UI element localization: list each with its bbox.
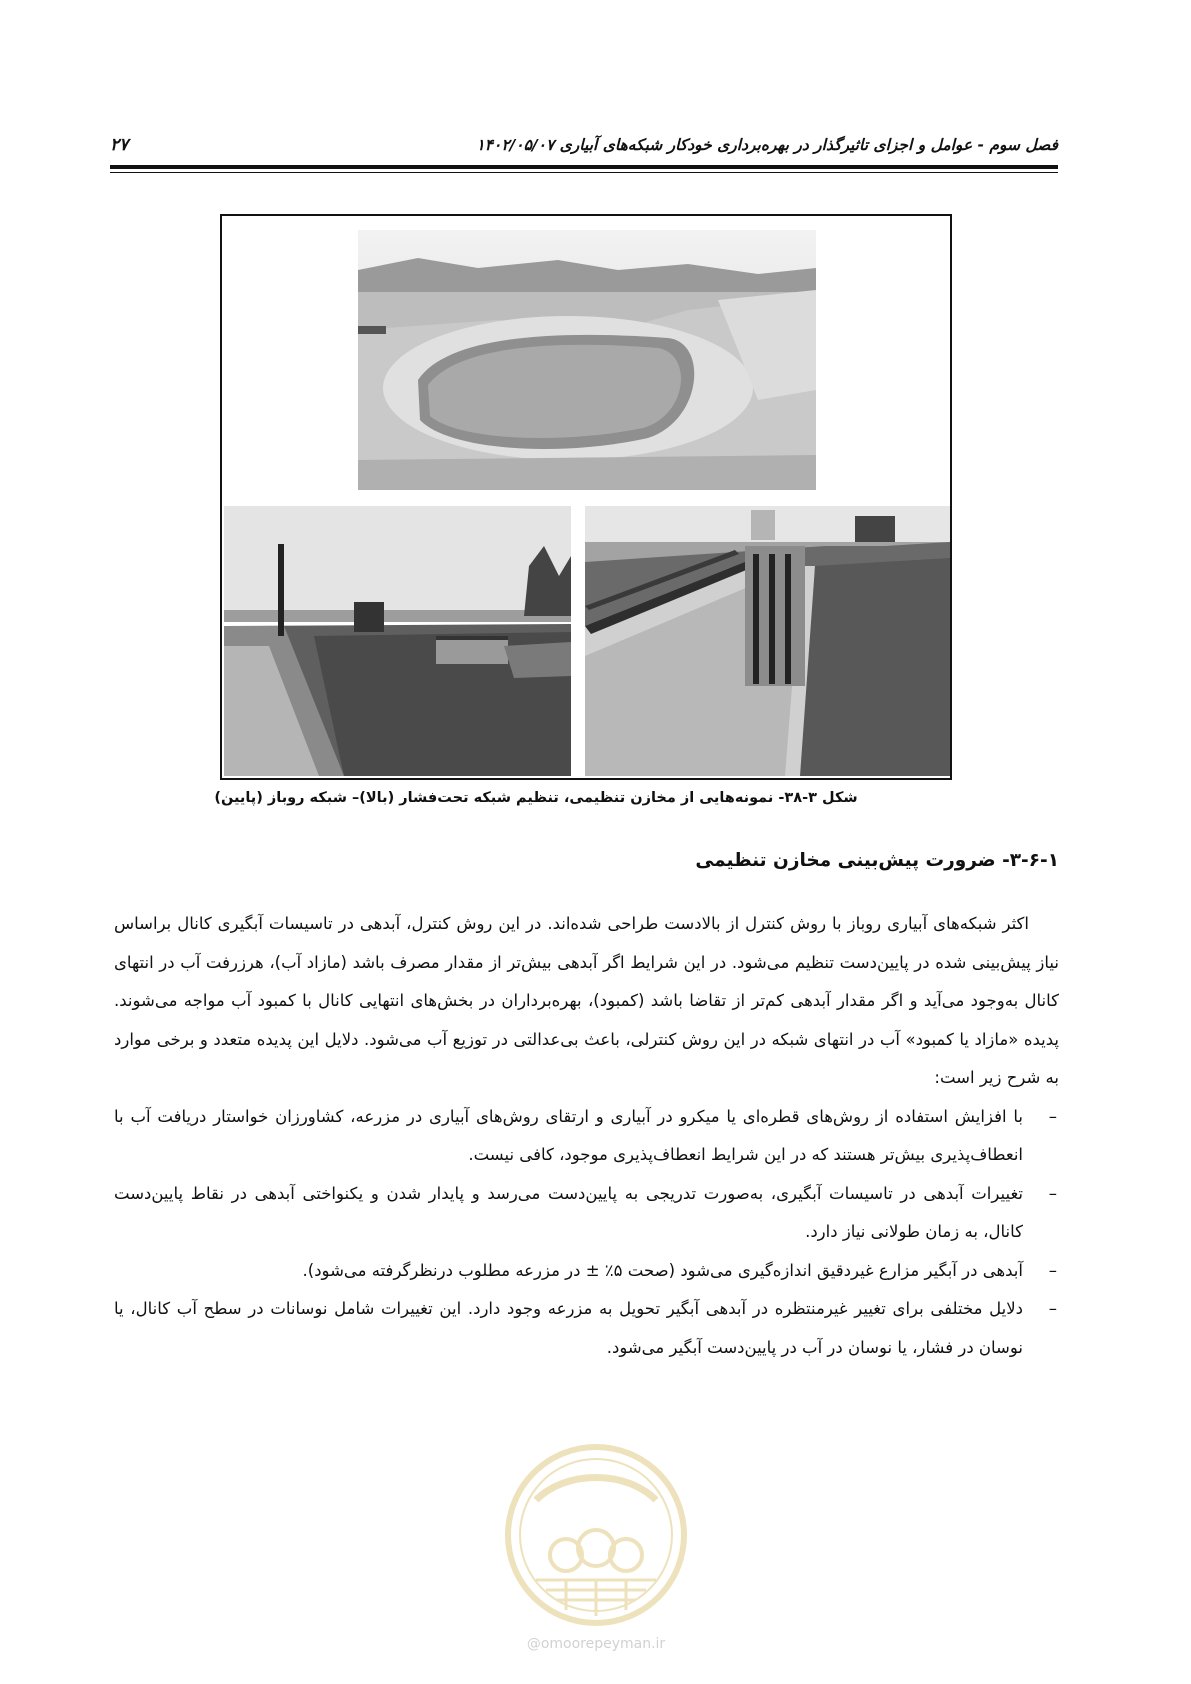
list-item-text: آبدهی در آبگیر مزارع غیردقیق اندازه‌گیری می‌شود (صحت ۵٪ ± در مزرعه مطلوب درنظرگرفته می‌شود). <box>302 1260 1023 1280</box>
page-header <box>110 130 1058 160</box>
list-item <box>114 1175 1059 1252</box>
reservoir-photo <box>358 230 816 490</box>
watermark <box>496 1440 696 1658</box>
bullet-dash: – <box>1048 1260 1057 1280</box>
body-text <box>114 905 1059 1367</box>
list-item-text: دلایل مختلفی برای تغییر غیرمنتظره در آبدهی آبگیر تحویل به مزرعه وجود دارد. این تغییرات شامل نوسانات در سطح آب کانال، یا نوسان در فشار، یا نوسان در آب در پایین‌دست آبگیر می‌شود. <box>114 1299 1023 1357</box>
list-item <box>114 1098 1059 1175</box>
list-item-text: تغییرات آبدهی در تاسیسات آبگیری، به‌صورت تدریجی به پایین‌دست می‌رسد و پایدار شدن و یکنواختی آبدهی در نقاط پایین‌دست کانال، به زمان طولانی نیاز دارد. <box>114 1183 1023 1241</box>
figure-caption: شکل ۳-۳۸- نمونه‌هایی از مخازن تنظیمی، تنظیم شبکه تحت‌فشار (بالا)– شبکه روباز (پایین) <box>214 790 858 806</box>
header-rule-thick <box>110 165 1058 169</box>
figure-frame <box>220 214 952 780</box>
open-canal-photo-right <box>585 506 950 776</box>
intro-paragraph: اکثر شبکه‌های آبیاری روباز با روش کنترل از بالادست طراحی شده‌اند. در این روش کنترل، آبدهی در تاسیسات آبگیری کانال براساس نیاز پیش‌بینی شده در پایین‌دست تنظیم می‌شود. در این شرایط اگر آبدهی بیش‌تر از مقدار مصرف باشد (مازاد آب)، هرزرفت آب در انتهای کانال به‌وجود می‌آید و اگر مقدار آبدهی کم‌تر از تقاضا باشد (کمبود)، بهره‌برداران در بخش‌های انتهایی کانال با کمبود آب مواجه می‌شوند. پدیده «مازاد یا کمبود» آب در انتهای شبکه در این روش کنترلی، باعث بی‌عدالتی در توزیع آب می‌شود. دلایل این پدیده متعدد و برخی موارد به شرح زیر است: <box>114 914 1059 1087</box>
list-item-text: با افزایش استفاده از روش‌های قطره‌ای یا میکرو در آبیاری و ارتقای روش‌های آبیاری در مزرعه، کشاورزان خواستار دریافت آب با انعطاف‌پذیری بیش‌تر هستند که در این شرایط انعطاف‌پذیری موجود، کافی نیست. <box>114 1106 1023 1164</box>
bullet-dash: – <box>1048 1106 1057 1126</box>
open-canal-photo-left <box>224 506 571 776</box>
running-title: فصل سوم - عوامل و اجزای تاثیرگذار در بهره‌برداری خودکار شبکه‌های آبیاری ۱۴۰۲/۰۵/۰۷ <box>476 136 1058 154</box>
page-number: ۲۷ <box>110 135 129 155</box>
reasons-list <box>114 1098 1059 1368</box>
list-item <box>114 1252 1059 1291</box>
bullet-dash: – <box>1048 1299 1057 1318</box>
bullet-dash: – <box>1048 1183 1057 1203</box>
list-item <box>114 1290 1059 1367</box>
watermark-url: @omoorepeyman.ir <box>526 1636 666 1652</box>
watermark-logo <box>496 1440 696 1630</box>
header-rule-thin <box>110 172 1058 173</box>
section-heading: ۳-۶-۱- ضرورت پیش‌بینی مخازن تنظیمی <box>695 850 1059 871</box>
